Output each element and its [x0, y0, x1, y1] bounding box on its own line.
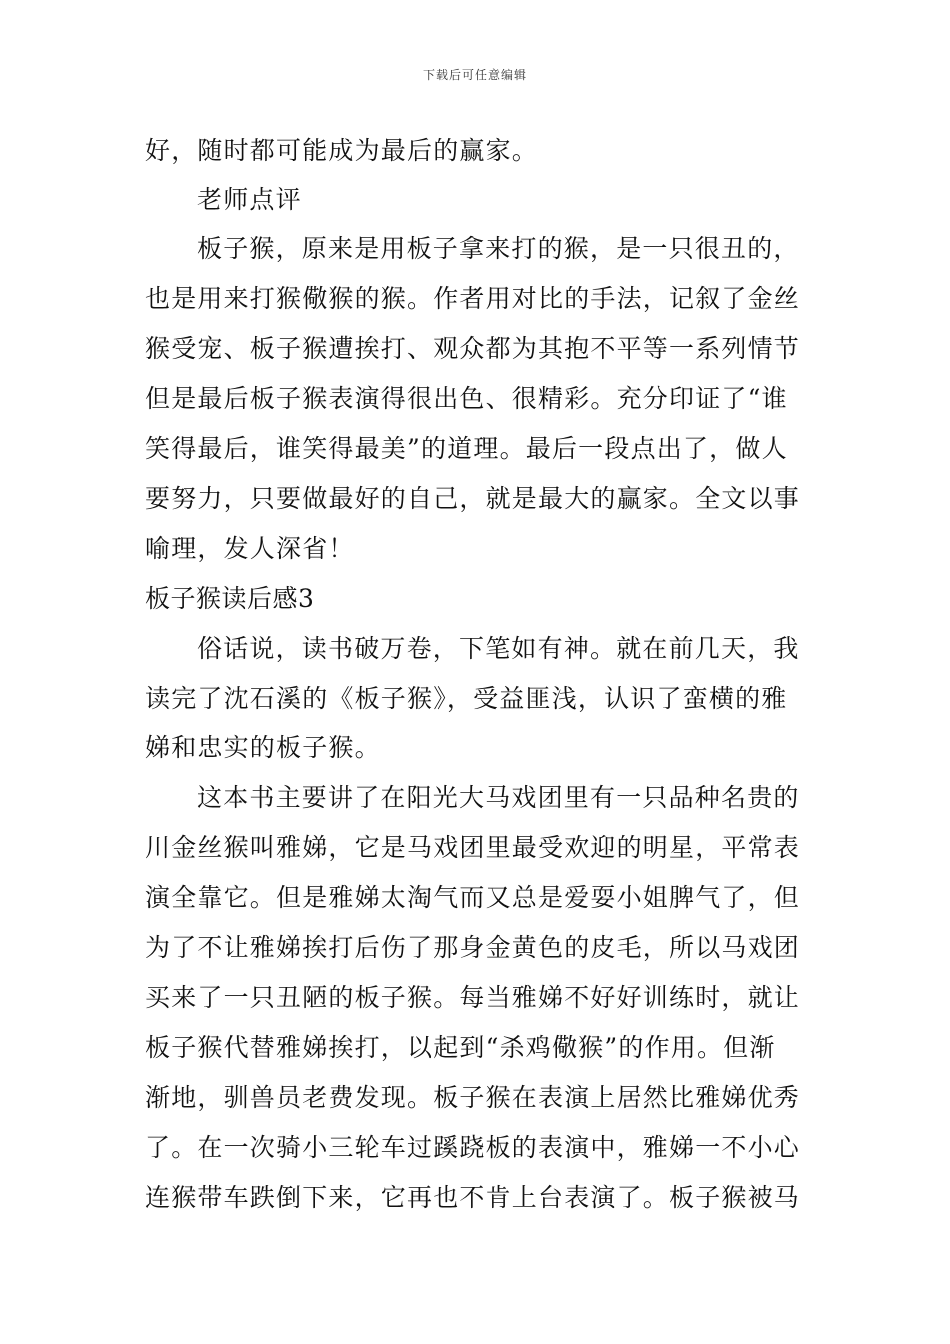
paragraph-line: 买来了一只丑陋的板子猴。每当雅娣不好好训练时，就让	[145, 983, 801, 1012]
paragraph-line: 要努力，只要做最好的自己，就是最大的赢家。全文以事	[145, 484, 801, 513]
paragraph-line: 了。在一次骑小三轮车过蹊跷板的表演中，雅娣一不小心	[145, 1133, 801, 1162]
paragraph-line: 这本书主要讲了在阳光大马戏团里有一只品种名贵的	[197, 783, 800, 812]
paragraph-line: 板子猴，原来是用板子拿来打的猴，是一只很丑的，	[197, 234, 800, 263]
paragraph-line: 读完了沈石溪的《板子猴》，受益匪浅，认识了蛮横的雅	[145, 684, 788, 713]
paragraph-line: 猴受宠、板子猴遭挨打、观众都为其抱不平等一系列情节	[145, 334, 801, 363]
paragraph-line: 为了不让雅娣挨打后伤了那身金黄色的皮毛，所以马戏团	[145, 933, 801, 962]
section-heading-teacher-comment: 老师点评	[197, 185, 302, 214]
paragraph-line: 连猴带车跌倒下来，它再也不肯上台表演了。板子猴被马	[145, 1183, 801, 1212]
section-heading-review-3: 板子猴读后感3	[145, 584, 315, 613]
paragraph-line: 娣和忠实的板子猴。	[145, 733, 381, 762]
paragraph-line: 川金丝猴叫雅娣，它是马戏团里最受欢迎的明星，平常表	[145, 833, 801, 862]
paragraph-line: 渐地，驯兽员老费发现。板子猴在表演上居然比雅娣优秀	[145, 1083, 801, 1112]
body-line-continuation: 好，随时都可能成为最后的赢家。	[145, 136, 539, 165]
paragraph-line: 也是用来打猴儆猴的猴。作者用对比的手法，记叙了金丝	[145, 284, 801, 313]
paragraph-line: 俗话说，读书破万卷，下笔如有神。就在前几天，我	[197, 634, 800, 663]
paragraph-line: 喻理，发人深省！	[145, 534, 355, 563]
paragraph-line: 但是最后板子猴表演得很出色、很精彩。充分印证了“谁	[145, 384, 788, 413]
paragraph-line: 板子猴代替雅娣挨打，以起到“杀鸡儆猴”的作用。但渐	[145, 1033, 776, 1062]
paragraph-line: 笑得最后，谁笑得最美”的道理。最后一段点出了，做人	[145, 434, 788, 463]
page-header-note: 下载后可任意编辑	[422, 68, 527, 82]
paragraph-line: 演全靠它。但是雅娣太淘气而又总是爱耍小姐脾气了，但	[145, 883, 801, 912]
